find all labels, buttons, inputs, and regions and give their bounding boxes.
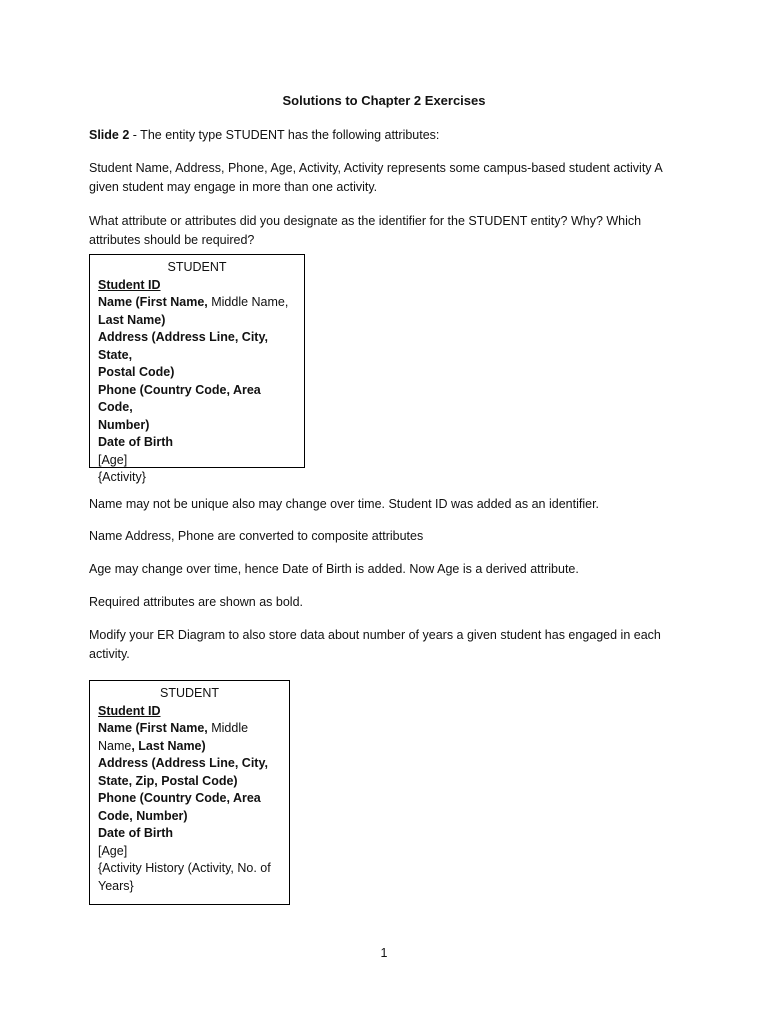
attr-name2-bold: , Last Name) [131, 738, 206, 753]
entity-attr-phone-cont: Code, Number) [98, 808, 188, 823]
page-title: Solutions to Chapter 2 Exercises [282, 93, 486, 108]
attr-name2-normal: Name [98, 738, 132, 753]
entity-attr-name-cont: Last Name) [98, 312, 166, 327]
entity-title: STUDENT [159, 686, 220, 700]
entity-attr-name [98, 294, 296, 312]
entity-attr-age: [Age] [98, 843, 128, 858]
entity-attr-phone-cont: Number) [98, 417, 150, 432]
entity-identifier: Student ID [98, 703, 161, 718]
question-2-paragraph: Modify your ER Diagram to also store data about number of years a given student has engaged in each activity. [89, 628, 661, 661]
attr-name-normal: Middle [207, 721, 249, 735]
entity-attr-dob: Date of Birth [98, 435, 173, 449]
answer-required-paragraph: Required attributes are shown as bold. [89, 595, 304, 609]
entity-attr-name-cont [98, 738, 281, 756]
entity-attr-address-cont: Postal Code) [98, 365, 175, 379]
answer-name-paragraph: Name may not be unique also may change over time. Student ID was added as an identifier. [89, 497, 600, 511]
student-entity-box-2 [89, 680, 290, 905]
entity-attr-phone: Phone (Country Code, Area Code, [98, 382, 261, 414]
entity-attr-phone: Phone (Country Code, Area [98, 791, 261, 805]
attr-name-normal: Middle Name, [207, 295, 289, 309]
entity-attr-activity-history: {Activity History (Activity, No. of [98, 861, 271, 875]
entity-attr-address: Address (Address Line, City, [98, 756, 268, 770]
entity-attr-dob: Date of Birth [98, 826, 173, 840]
entity-title: STUDENT [167, 260, 227, 274]
question-1-paragraph: What attribute or attributes did you designate as the identifier for the STUDENT entity? Why? Which attributes should be required? [89, 214, 642, 247]
attr-name-bold: Name (First Name, [98, 295, 208, 309]
intro-paragraph [89, 126, 679, 145]
page-number: 1 [380, 946, 388, 960]
entity-attr-activity-history-cont: Years} [98, 878, 134, 893]
entity-attr-address: Address (Address Line, City, State, [98, 330, 268, 362]
answer-composite-paragraph: Name Address, Phone are converted to composite attributes [89, 529, 424, 543]
slide-label: Slide 2 [89, 128, 130, 142]
entity-attr-address-cont: State, Zip, Postal Code) [98, 773, 238, 788]
entity-identifier: Student ID [98, 277, 161, 292]
student-entity-box-1 [89, 254, 305, 484]
answer-age-paragraph: Age may change over time, hence Date of Birth is added. Now Age is a derived attribute. [89, 562, 579, 576]
entity-attr-activity: {Activity} [98, 470, 146, 484]
attributes-paragraph: Student Name, Address, Phone, Age, Activity, Activity represents some campus-based student activity A given student may engage in more than one activity. [89, 161, 662, 194]
entity-attr-name [98, 720, 281, 738]
slide-text: - The entity type STUDENT has the following attributes: [129, 128, 440, 142]
entity-attr-age: [Age] [98, 452, 128, 467]
attr-name-bold: Name (First Name, [98, 721, 208, 735]
